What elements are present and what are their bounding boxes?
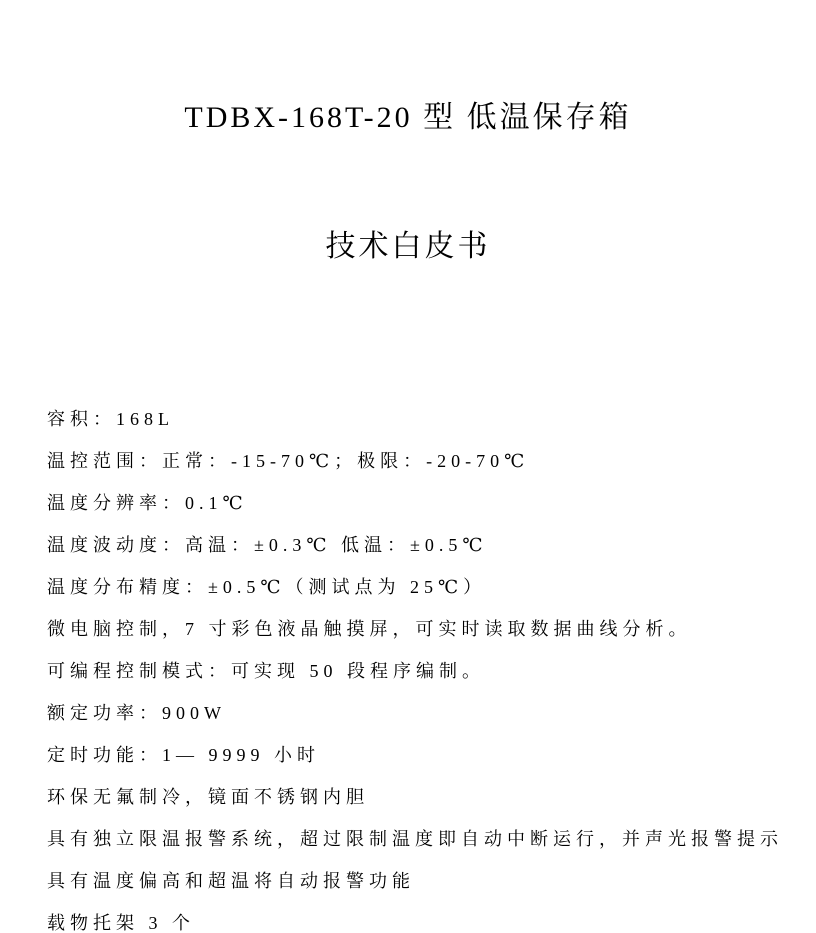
spec-line-shelves: 载物托架 3 个: [47, 913, 195, 933]
spec-line-alarm-function: 具有温度偏高和超温将自动报警功能: [47, 871, 415, 891]
spec-line-refrigeration: 环保无氟制冷，镜面不锈钢内胆: [47, 787, 369, 807]
spec-line-power: 额定功率：900W: [47, 703, 226, 723]
spec-line-uniformity: 温度分布精度：±0.5℃（测试点为 25℃）: [47, 577, 487, 597]
spec-line-alarm-system: 具有独立限温报警系统，超过限制温度即自动中断运行，并声光报警提示: [47, 829, 783, 849]
document-title: [0, 10, 816, 354]
document-body: [0, 410, 816, 933]
spec-line-timer: 定时功能：1— 9999 小时: [47, 745, 320, 765]
spec-line-programmable: 可编程控制模式：可实现 50 段程序编制。: [47, 661, 485, 681]
document-title-line2: 技术白皮书: [325, 230, 491, 263]
spec-line-temp-range: 温控范围：正常：-15-70℃；极限：-20-70℃: [47, 451, 530, 471]
spec-line-controller: 微电脑控制，7 寸彩色液晶触摸屏，可实时读取数据曲线分析。: [47, 619, 692, 639]
spec-line-resolution: 温度分辨率：0.1℃: [47, 493, 248, 513]
document-title-line1: TDBX-168T-20 型 低温保存箱: [184, 101, 632, 134]
spec-line-capacity: 容积：168L: [47, 409, 174, 429]
spec-line-fluctuation: 温度波动度：高温：±0.3℃ 低温：±0.5℃: [47, 535, 488, 555]
